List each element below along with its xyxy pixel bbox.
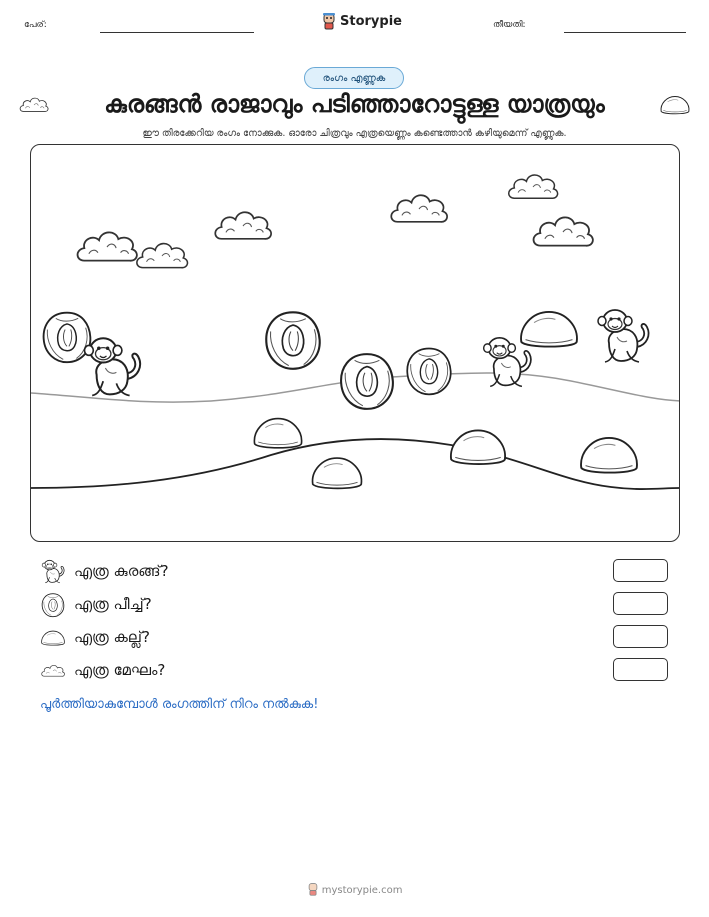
stone-4 bbox=[313, 458, 362, 488]
question-text: എത്ര മേഘം? bbox=[74, 661, 166, 679]
title-stone-icon bbox=[659, 94, 691, 116]
coloring-note: പൂർത്തിയാകുമ്പോൾ രംഗത്തിന് നിറം നൽകുക! bbox=[40, 697, 319, 712]
date-line[interactable] bbox=[564, 32, 686, 33]
stone-icon bbox=[40, 625, 66, 651]
date-label: തീയതി: bbox=[493, 20, 526, 30]
cloud-2 bbox=[137, 244, 188, 268]
answer-box-monkey[interactable] bbox=[613, 559, 668, 582]
answer-box-stone[interactable] bbox=[613, 625, 668, 648]
stone-2 bbox=[254, 419, 301, 448]
peach-1 bbox=[44, 313, 91, 362]
counting-scene bbox=[30, 144, 680, 542]
peach-4 bbox=[407, 348, 450, 394]
activity-badge: രംഗം എണ്ണുക bbox=[304, 67, 404, 89]
answer-box-cloud[interactable] bbox=[613, 658, 668, 681]
brand-logo bbox=[322, 12, 402, 30]
monkey-3 bbox=[598, 310, 649, 362]
question-row-cloud bbox=[40, 658, 670, 684]
page-title: കുരങ്ങൻ രാജാവും പടിഞ്ഞാറോട്ടുള്ള യാത്രയും bbox=[104, 90, 605, 118]
peach-icon bbox=[40, 592, 66, 618]
name-line[interactable] bbox=[100, 32, 254, 33]
peach-2 bbox=[266, 312, 319, 369]
question-row-stone bbox=[40, 625, 670, 651]
storypie-footer-icon bbox=[307, 882, 319, 896]
stone-3 bbox=[451, 430, 505, 464]
monkey-icon bbox=[40, 559, 66, 585]
question-text: എത്ര കല്ല്? bbox=[74, 628, 150, 646]
cloud-icon bbox=[40, 658, 66, 684]
site-url[interactable]: mystorypie.com bbox=[321, 885, 403, 896]
question-text: എത്ര പീച്ച്? bbox=[74, 595, 152, 613]
cloud-1 bbox=[78, 232, 137, 260]
cloud-6 bbox=[534, 217, 593, 245]
cloud-5 bbox=[509, 175, 558, 198]
instructions: ഈ തിരക്കേറിയ രംഗം നോക്കുക. ഓരോ ചിത്രവും എത്രയെണ്ണം കണ്ടെത്താൻ കഴിയുമെന്ന് എണ്ണുക. bbox=[142, 128, 567, 139]
question-row-monkey bbox=[40, 559, 670, 585]
cloud-3 bbox=[215, 212, 271, 239]
stone-5 bbox=[581, 438, 637, 473]
brand-name: Storypie bbox=[340, 13, 402, 29]
question-row-peach bbox=[40, 592, 670, 618]
peach-3 bbox=[341, 354, 393, 409]
scene-drawing bbox=[31, 145, 680, 542]
question-text: എത്ര കുരങ്ങ്? bbox=[74, 562, 169, 580]
storypie-mascot-icon bbox=[322, 12, 336, 30]
monkey-1 bbox=[85, 338, 141, 395]
site-footer bbox=[0, 882, 709, 896]
stone-1 bbox=[521, 312, 577, 347]
answer-box-peach[interactable] bbox=[613, 592, 668, 615]
cloud-4 bbox=[391, 195, 447, 222]
name-label: പേര്: bbox=[24, 20, 47, 30]
monkey-2 bbox=[484, 338, 531, 387]
